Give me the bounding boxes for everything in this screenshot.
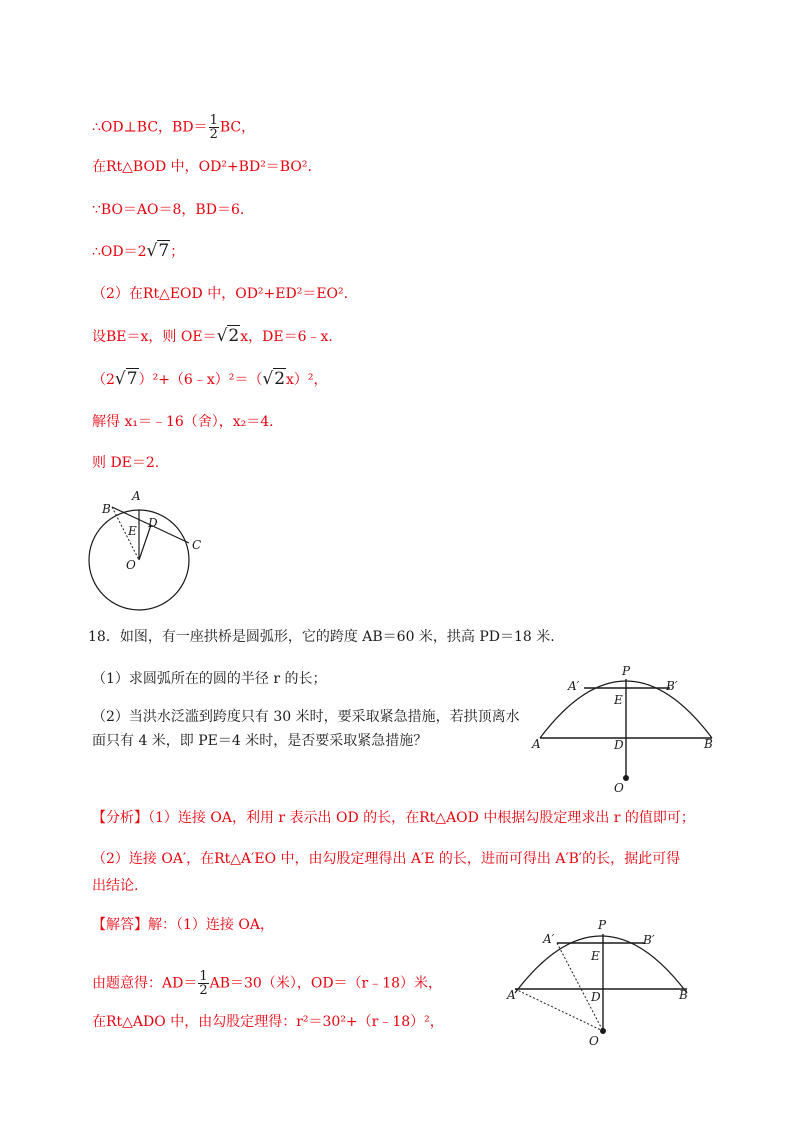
fig2-label-b: B	[704, 737, 713, 751]
fig1-label-o: O	[126, 558, 136, 572]
sol-line-3: ∵BO＝AO＝8，BD＝6.	[92, 202, 245, 218]
analysis-line-3: 出结论.	[92, 878, 139, 894]
sqrt-symbol: √7	[146, 241, 170, 261]
answer-line-3: 在Rt△ADO 中，由勾股定理得：r²＝30²+（r﹣18）²，	[92, 1014, 444, 1030]
fig1-label-e: E	[128, 524, 137, 538]
sqrt-symbol: √2	[262, 369, 286, 389]
fig3-label-o: O	[589, 1034, 599, 1048]
fig2-label-a-prime: A′	[568, 679, 580, 693]
fig3-label-e: E	[591, 949, 600, 963]
sol-line-6: 设BE＝x，则 OE＝√2x，DE＝6﹣x.	[92, 326, 333, 346]
sol-line-1: ∴OD⊥BC，BD＝ $\frac{1}{2}$ BC，	[92, 113, 256, 142]
sol-line-8: 解得 x₁＝﹣16（舍），x₂＝4.	[92, 414, 274, 430]
sol-line-2: 在Rt△BOD 中，OD²+BD²＝BO².	[92, 159, 312, 175]
answer-tag: 【解答】	[92, 917, 148, 933]
fraction: $\frac{1}{2}$	[199, 969, 208, 998]
q18-part1: （1）求圆弧所在的圆的半径 r 的长；	[92, 671, 327, 687]
fig2-label-a: A	[532, 737, 541, 751]
q18-part2-line2: 面只有 4 米，即 PE＝4 米时，是否要采取紧急措施？	[92, 733, 428, 749]
fig2-label-b-prime: B′	[666, 679, 678, 693]
analysis-line-2: （2）连接 OA′，在Rt△A′EO 中，由勾股定理得出 A′E 的长，进而可得出 A′B′的长，据此可得	[92, 851, 681, 867]
sol-line-4: ∴OD＝2√7；	[92, 241, 185, 261]
sol-line-7: （2√7）²+（6﹣x）²＝（√2x）²，	[92, 369, 328, 389]
fig2-label-o: O	[614, 781, 624, 795]
fig2-label-e: E	[614, 693, 623, 707]
sqrt-symbol: √2	[216, 326, 240, 346]
circle-figure	[80, 485, 220, 615]
fig2-label-d: D	[614, 738, 624, 752]
arch-bridge-figure-2	[503, 915, 703, 1050]
answer-line-2: 由题意得：AD＝ $\frac{1}{2}$ AB＝30（米），OD＝（r﹣18）米，	[92, 969, 443, 998]
fig2-label-p: P	[622, 664, 631, 678]
fig3-label-a: A	[507, 988, 516, 1002]
fig1-label-c: C	[192, 538, 202, 552]
fig3-label-p: P	[598, 918, 607, 932]
fig3-label-b-prime: B′	[643, 933, 655, 947]
analysis-tag: 【分析】	[92, 810, 148, 826]
fig1-label-b: B	[102, 502, 111, 516]
fig3-label-b: B	[679, 988, 688, 1002]
arch-bridge-figure	[528, 660, 728, 795]
q18-stem: 18．如图，有一座拱桥是圆弧形，它的跨度 AB＝60 米，拱高 PD＝18 米.	[88, 629, 555, 645]
sqrt-symbol: √7	[114, 369, 138, 389]
analysis-line-1: 【分析】（1）连接 OA，利用 r 表示出 OD 的长，在Rt△AOD 中根据勾股定理求出 r 的值即可；	[92, 810, 695, 826]
fig1-label-d: D	[148, 516, 158, 530]
sol-line-5: （2）在Rt△EOD 中，OD²+ED²＝EO².	[92, 286, 349, 302]
fig1-label-a: A	[132, 489, 141, 503]
fig3-label-a-prime: A′	[543, 932, 555, 946]
q18-part2-line1: （2）当洪水泛滥到跨度只有 30 米时，要采取紧急措施，若拱顶离水	[92, 709, 520, 725]
fraction: $\frac{1}{2}$	[209, 113, 218, 142]
fig3-label-d: D	[591, 990, 601, 1004]
answer-line-1: 【解答】解：（1）连接 OA，	[92, 917, 274, 933]
sol-line-9: 则 DE＝2.	[92, 455, 160, 471]
